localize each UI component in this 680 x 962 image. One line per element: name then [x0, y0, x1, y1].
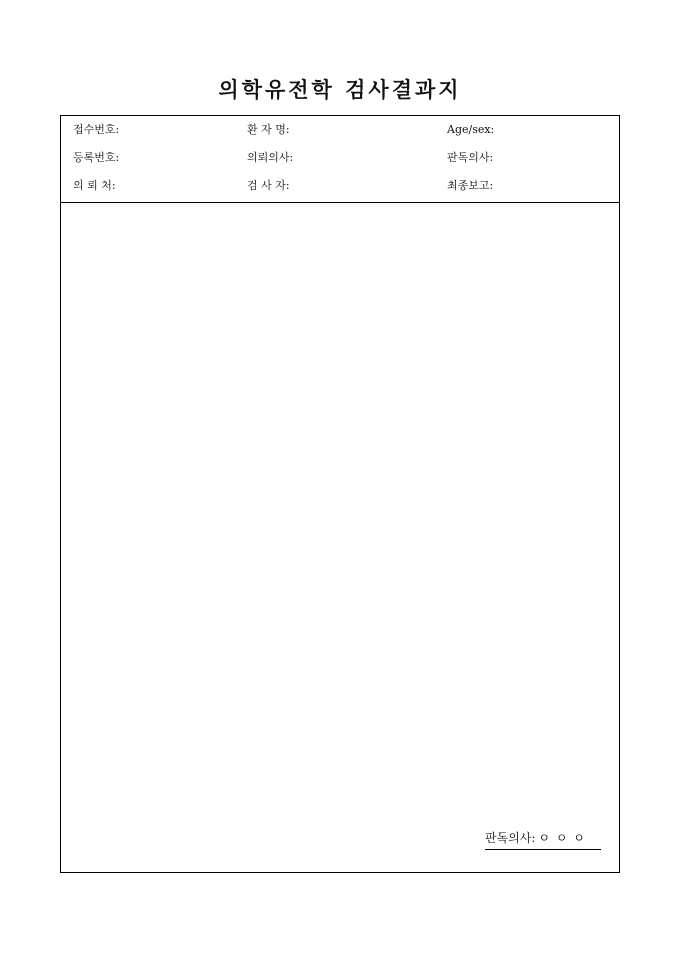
final-report-label: 최종보고:	[447, 179, 494, 192]
reading-physician-label: 판독의사:	[447, 151, 494, 164]
examiner-label: 검 사 자:	[247, 179, 290, 192]
referring-institution-label: 의 뢰 처:	[73, 179, 116, 192]
document-title: 의학유전학 검사결과지	[218, 77, 462, 102]
signature-name: ㅇ ㅇ ㅇ	[538, 831, 586, 845]
patient-info-header	[61, 116, 619, 203]
result-form	[60, 115, 620, 873]
signature-label: 판독의사:	[485, 831, 536, 845]
referring-physician-label: 의뢰의사:	[247, 151, 294, 164]
patient-name-label: 환 자 명:	[247, 123, 290, 136]
result-body	[61, 203, 619, 872]
age-sex-label: Age/sex:	[447, 123, 495, 136]
registration-number-label: 등록번호:	[73, 151, 120, 164]
receipt-number-label: 접수번호:	[73, 123, 120, 136]
signature-line	[485, 830, 601, 850]
